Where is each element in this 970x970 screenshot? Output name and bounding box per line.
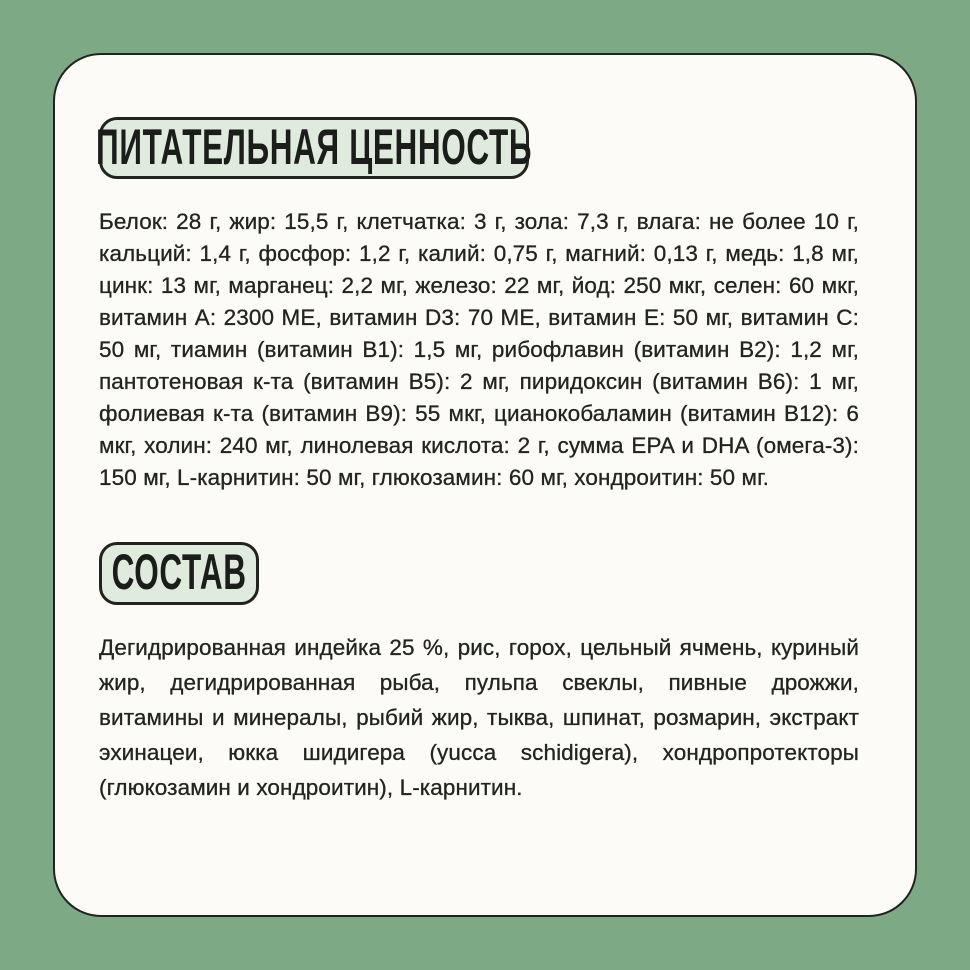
product-info-card bbox=[53, 53, 917, 917]
composition-text: Дегидрированная индейка 25 %, рис, горох, цельный ячмень, куриный жир, дегидрированная рыба, пульпа свеклы, пивные дрожжи, витамины и минералы, рыбий жир, тыква, шпинат, розмарин, экстракт эхинацеи, юкка шидигера (yucca schidigera), хондропротекторы (глюкозамин и хондроитин), L-карнитин. bbox=[99, 635, 859, 800]
nutrition-heading: ПИТАТЕЛЬНАЯ ЦЕННОСТЬ bbox=[95, 118, 533, 175]
nutrition-text: Белок: 28 г, жир: 15,5 г, клетчатка: 3 г, зола: 7,3 г, влага: не более 10 г, кальций: 1,4 г, фосфор: 1,2 г, калий: 0,75 г, магний: 0,13 г, медь: 1,8 мг, цинк: 13 мг, марганец: 2,2 мг, железо: 22 мг, йод: 250 мкг, селен: 60 мкг, витамин А: 2300 МЕ, витамин D3: 70 МЕ, витамин Е: 50 мг, витамин С: 50 мг, тиамин (витамин В1): 1,5 мг, рибофлавин (витамин В2): 1,2 мг, пантотеновая к-та (витамин В5): 2 мг, пиридоксин (витамин В6): 1 мг, фолиевая к-та (витамин В9): 55 мкг, цианокобаламин (витамин В12): 6 мкг, холин: 240 мг, линолевая кислота: 2 г, сумма EPA и DHA (омега-3): 150 мг, L-карнитин: 50 мг, глюкозамин: 60 мг, хондроитин: 50 мг. bbox=[99, 209, 859, 490]
composition-heading-badge bbox=[99, 542, 259, 605]
composition-heading: СОСТАВ bbox=[111, 544, 247, 600]
nutrition-heading-badge bbox=[95, 117, 533, 179]
